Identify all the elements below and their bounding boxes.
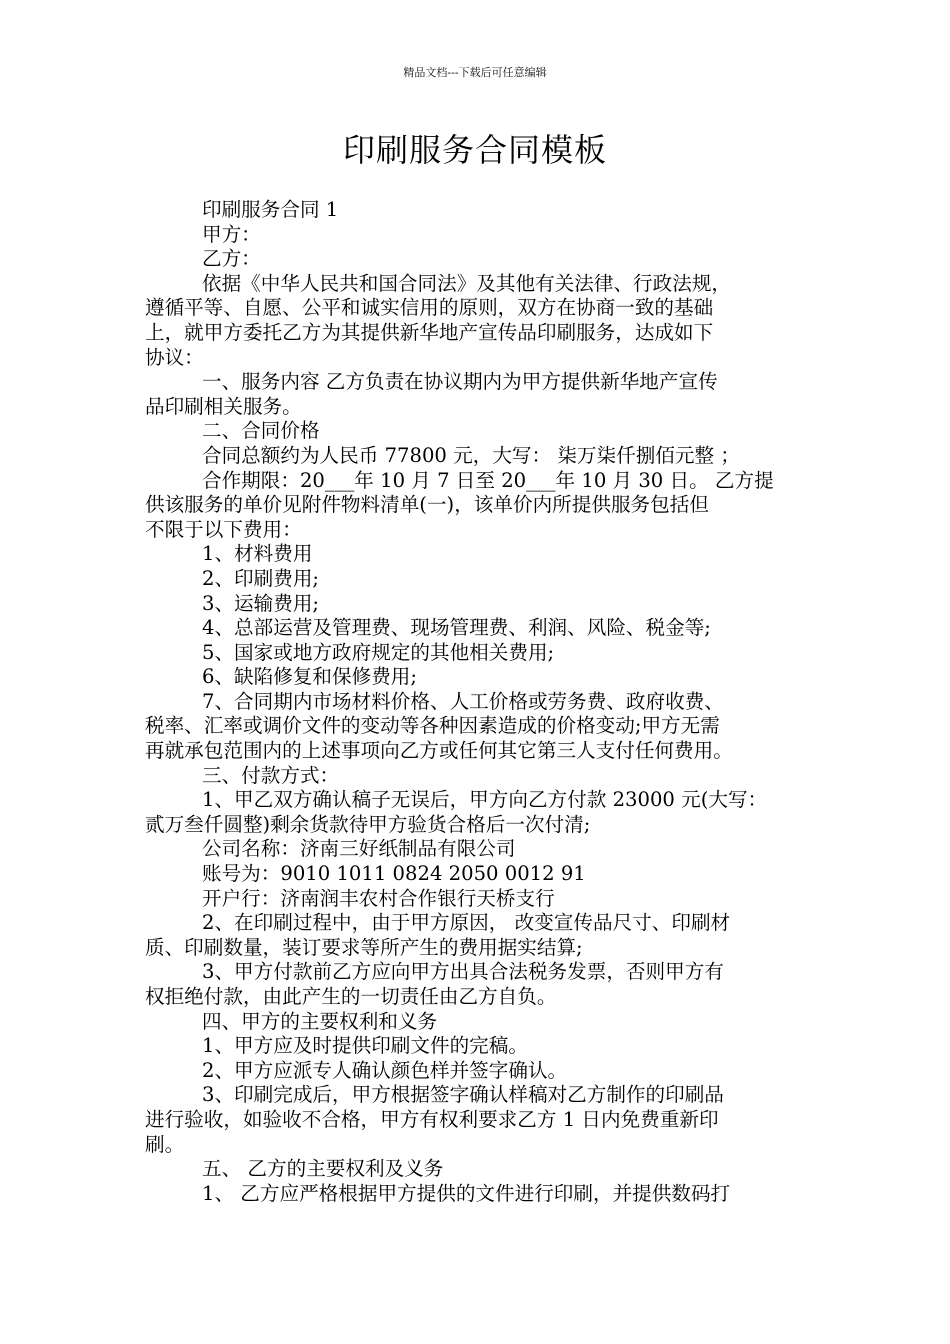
body-line: 1、材料费用 [202, 542, 313, 566]
body-line: 6、缺陷修复和保修费用; [202, 665, 418, 689]
body-line: 账号为：9010 1011 0824 2050 0012 91 [202, 862, 586, 886]
body-line: 二、合同价格 [202, 419, 320, 443]
body-line: 协议： [145, 345, 204, 369]
body-line: 不限于以下费用： [145, 517, 302, 541]
body-line: 印刷服务合同 1 [202, 198, 339, 221]
body-line: 1、甲乙双方确认稿子无误后，甲方向乙方付款 23000 元(大写： [202, 788, 768, 812]
body-line: 五、 乙方的主要权利及义务 [202, 1157, 444, 1181]
body-line: 供该服务的单价见附件物料清单(一)，该单价内所提供服务包括但 [145, 493, 709, 517]
body-line: 3、运输费用; [202, 591, 320, 615]
body-line: 乙方： [202, 247, 261, 271]
body-line: 2、在印刷过程中，由于甲方原因， 改变宣传品尺寸、印刷材 [202, 911, 731, 935]
body-line: 1、甲方应及时提供印刷文件的完稿。 [202, 1034, 528, 1058]
body-line: 5、国家或地方政府规定的其他相关费用; [202, 640, 555, 664]
document-body [145, 198, 825, 1206]
body-line: 7、合同期内市场材料价格、人工价格或劳务费、政府收费、 [202, 689, 724, 713]
body-line: 合同总额约为人民币 77800 元，大写： 柒万柒仟捌佰元整 ； [202, 443, 740, 467]
body-line: 3、印刷完成后，甲方根据签字确认样稿对乙方制作的印刷品 [202, 1083, 724, 1107]
body-line: 合作期限：20___年 10 月 7 日至 20___年 10 月 30 日。 乙方提 [202, 468, 774, 492]
body-line: 公司名称：济南三好纸制品有限公司 [202, 837, 516, 861]
body-line: 贰万叁仟圆整)剩余货款待甲方验货合格后一次付清; [145, 812, 591, 836]
body-line: 2、印刷费用; [202, 566, 320, 590]
body-line: 3、甲方付款前乙方应向甲方出具合法税务发票，否则甲方有 [202, 960, 724, 984]
body-line: 再就承包范围内的上述事项向乙方或任何其它第三人支付任何费用。 [145, 739, 733, 763]
body-line: 依据《中华人民共和国合同法》及其他有关法律、行政法规， [202, 271, 732, 295]
body-line: 遵循平等、自愿、公平和诚实信用的原则，双方在协商一致的基础 [145, 296, 714, 320]
page-header: 精品文档---下载后可任意编辑 [403, 66, 547, 79]
body-line: 上，就甲方委托乙方为其提供新华地产宣传品印刷服务，达成如下 [145, 320, 714, 344]
body-line: 4、总部运营及管理费、现场管理费、利润、风险、税金等; [202, 616, 711, 640]
body-line: 进行验收，如验收不合格，甲方有权利要求乙方 1 日内免费重新印 [145, 1107, 719, 1131]
body-line: 税率、汇率或调价文件的变动等各种因素造成的价格变动;甲方无需 [145, 714, 720, 738]
body-line: 质、印刷数量，装订要求等所产生的费用据实结算; [145, 935, 583, 959]
body-line: 品印刷相关服务。 [145, 394, 302, 418]
body-line: 1、 乙方应严格根据甲方提供的文件进行印刷，并提供数码打 [202, 1181, 731, 1205]
body-line: 刷。 [145, 1132, 185, 1156]
body-line: 四、甲方的主要权利和义务 [202, 1009, 438, 1033]
body-line: 一、服务内容 乙方负责在协议期内为甲方提供新华地产宣传 [202, 370, 718, 394]
body-line: 2、甲方应派专人确认颜色样并签字确认。 [202, 1058, 568, 1082]
body-line: 甲方： [202, 222, 261, 246]
body-line: 开户行：济南润丰农村合作银行天桥支行 [202, 886, 555, 910]
body-line: 权拒绝付款，由此产生的一切责任由乙方自负。 [145, 985, 557, 1008]
document-title: 印刷服务合同模板 [342, 131, 607, 169]
body-line: 三、付款方式： [202, 763, 340, 787]
